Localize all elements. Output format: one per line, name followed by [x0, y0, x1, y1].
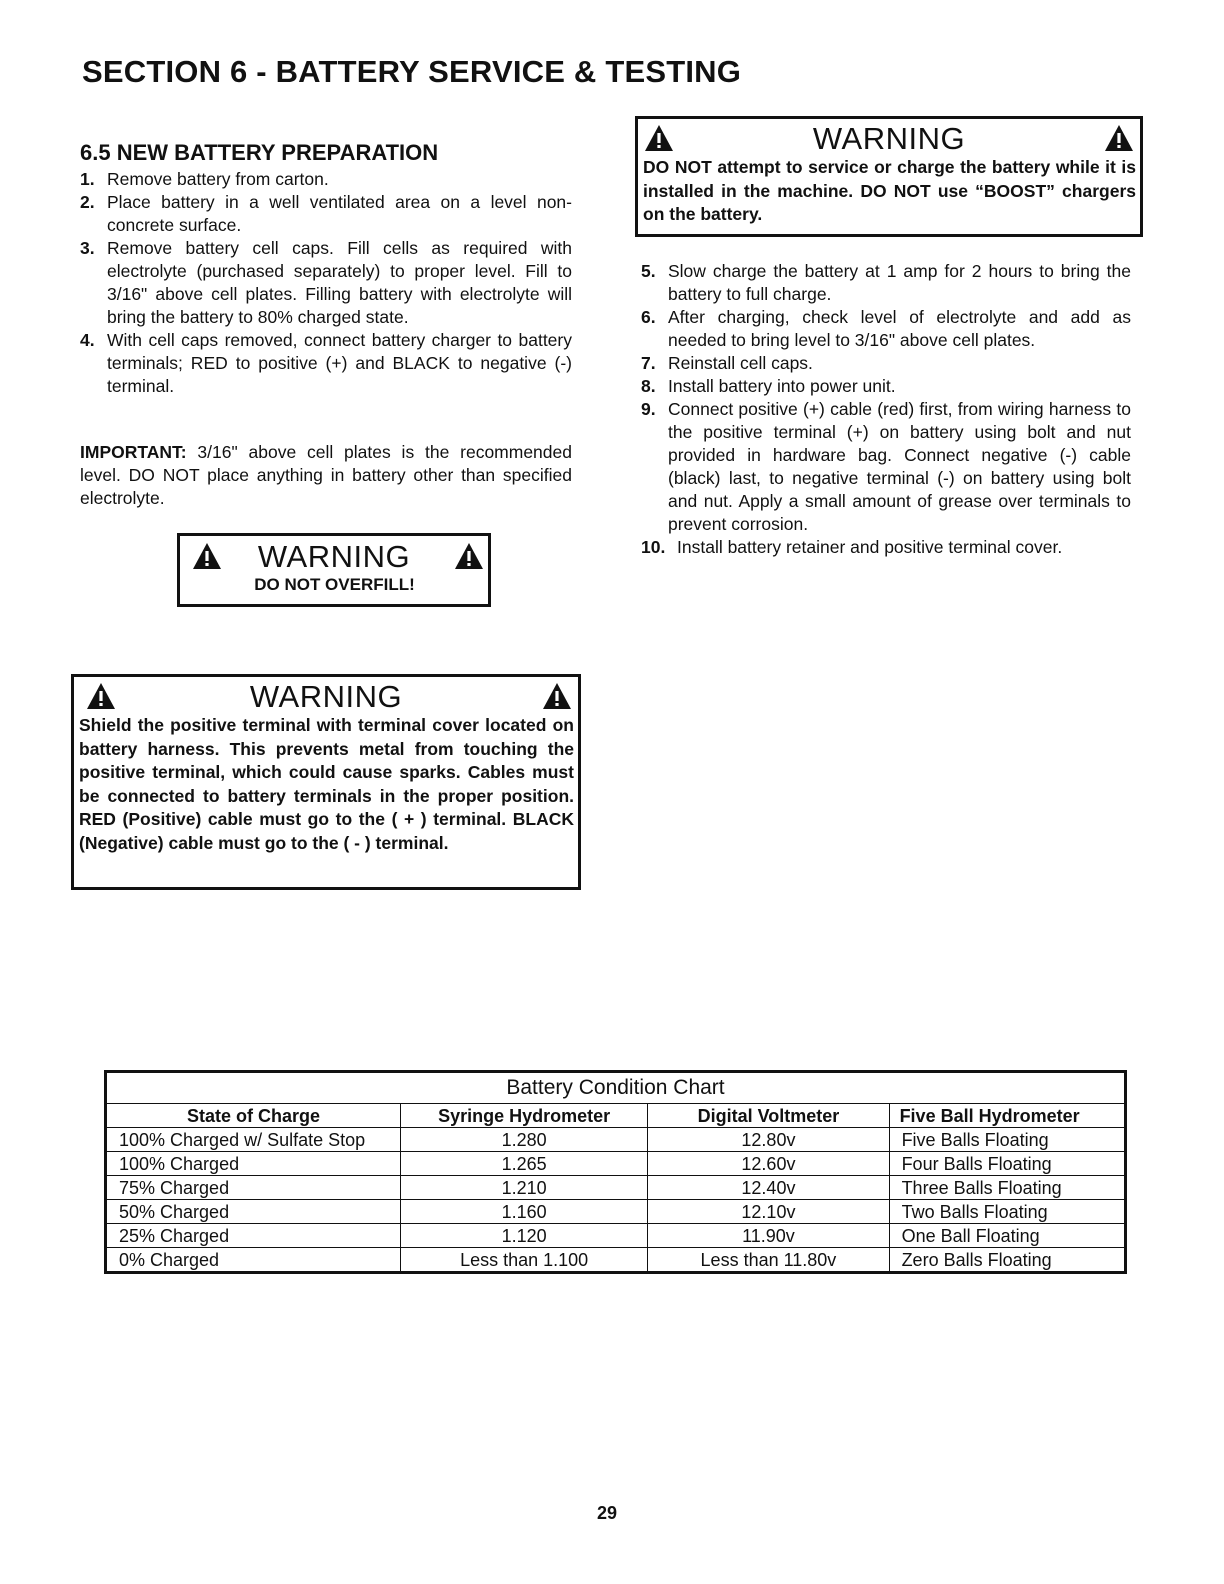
section-heading: 6.5 NEW BATTERY PREPARATION: [80, 140, 439, 165]
table-cell: Three Balls Floating: [889, 1176, 1125, 1200]
page-title: SECTION 6 - BATTERY SERVICE & TESTING: [82, 54, 742, 89]
step-number: 2.: [80, 192, 95, 212]
preparation-steps-right: [641, 260, 1131, 559]
list-item: [641, 536, 1131, 559]
table-cell: Four Balls Floating: [889, 1152, 1125, 1176]
page-number: 29: [596, 1503, 618, 1523]
list-item: [641, 306, 1131, 352]
warning-triangle-icon: [192, 542, 222, 570]
table-cell: Zero Balls Floating: [889, 1248, 1125, 1273]
step-number: 10.: [641, 537, 666, 557]
list-item: [80, 237, 572, 329]
warning-header: [74, 680, 578, 714]
step-text: Slow charge the battery at 1 amp for 2 hours to bring the battery to full charge.: [668, 261, 1131, 304]
table-cell: 1.265: [401, 1152, 648, 1176]
table-cell: 0% Charged: [106, 1248, 401, 1273]
warning-box-terminal: [71, 674, 581, 890]
important-note: [80, 441, 572, 510]
table-cell: 11.90v: [648, 1224, 889, 1248]
table-cell: 1.210: [401, 1176, 648, 1200]
table-row: [106, 1248, 1126, 1273]
warning-box-charge: [635, 116, 1143, 237]
step-text: With cell caps removed, connect battery charger to battery terminals; RED to positive (+) and BLACK to negative (-) terminal.: [107, 330, 572, 396]
list-item: [80, 191, 572, 237]
table-cell: 12.80v: [648, 1128, 889, 1152]
step-text: Place battery in a well ventilated area on a level non-concrete surface.: [107, 192, 572, 235]
table-cell: 25% Charged: [106, 1224, 401, 1248]
table-row: [106, 1176, 1126, 1200]
table-cell: One Ball Floating: [889, 1224, 1125, 1248]
step-text: Remove battery from carton.: [107, 169, 329, 189]
list-item: [641, 375, 1131, 398]
table-cell: 1.160: [401, 1200, 648, 1224]
column-header: Five Ball Hydrometer: [889, 1104, 1125, 1128]
table-cell: 75% Charged: [106, 1176, 401, 1200]
list-item: [641, 352, 1131, 375]
warning-text: Shield the positive terminal with terminal cover located on battery harness. This prevents metal from touching the positive terminal, which could cause sparks. Cables must be connected to battery terminals in the proper position. RED (Positive) cable must go to the ( + ) terminal. BLACK (Negative) cable must go to the ( - ) terminal.: [79, 715, 574, 853]
table-header-row: [106, 1104, 1126, 1128]
step-text: Install battery into power unit.: [668, 376, 896, 396]
preparation-steps-left: [80, 168, 572, 398]
warning-header: [180, 540, 488, 574]
table-cell: Less than 11.80v: [648, 1248, 889, 1273]
warning-triangle-icon: [542, 682, 572, 710]
table-cell: Less than 1.100: [401, 1248, 648, 1273]
list-item: [641, 398, 1131, 536]
table-cell: 50% Charged: [106, 1200, 401, 1224]
step-number: 3.: [80, 238, 95, 258]
table-row: [106, 1224, 1126, 1248]
table-cell: 12.10v: [648, 1200, 889, 1224]
step-number: 8.: [641, 376, 656, 396]
battery-condition-chart: [104, 1070, 1127, 1274]
step-text: Connect positive (+) cable (red) first, from wiring harness to the positive terminal (+) on battery using bolt and nut provided in hardware bag. Connect negative (-) cable (black) last, to negative terminal (-) on battery using bolt and nut. Apply a small amount of grease over terminals to prevent corrosion.: [668, 399, 1131, 534]
warning-triangle-icon: [86, 682, 116, 710]
warning-title: WARNING: [249, 679, 403, 714]
list-item: [80, 168, 572, 191]
warning-text: DO NOT attempt to service or charge the battery while it is installed in the machine. DO NOT use “BOOST” chargers on the battery.: [643, 157, 1136, 224]
list-item: [641, 260, 1131, 306]
important-text: 3/16" above cell plates is the recommended level. DO NOT place anything in battery other than specified electrolyte.: [80, 442, 572, 508]
step-number: 4.: [80, 330, 95, 350]
table-cell: 1.120: [401, 1224, 648, 1248]
column-header: Digital Voltmeter: [648, 1104, 889, 1128]
step-number: 1.: [80, 169, 95, 189]
warning-title: WARNING: [257, 539, 411, 574]
table-cell: Five Balls Floating: [889, 1128, 1125, 1152]
chart-caption: Battery Condition Chart: [106, 1072, 1126, 1104]
table-cell: 12.60v: [648, 1152, 889, 1176]
warning-triangle-icon: [644, 124, 674, 152]
step-number: 6.: [641, 307, 656, 327]
step-number: 5.: [641, 261, 656, 281]
column-header: State of Charge: [106, 1104, 401, 1128]
table-cell: Two Balls Floating: [889, 1200, 1125, 1224]
table-cell: 100% Charged: [106, 1152, 401, 1176]
step-text: After charging, check level of electrolyte and add as needed to bring level to 3/16" above cell plates.: [668, 307, 1131, 350]
table-cell: 12.40v: [648, 1176, 889, 1200]
step-text: Remove battery cell caps. Fill cells as required with electrolyte (purchased separately) to proper level. Fill to 3/16" above cell plates. Filling battery with electrolyte will bring the battery to 80% charged state.: [107, 238, 572, 327]
step-number: 9.: [641, 399, 656, 419]
table-row: [106, 1200, 1126, 1224]
warning-box-overfill: [177, 533, 491, 607]
warning-triangle-icon: [454, 542, 484, 570]
important-label: IMPORTANT:: [80, 442, 187, 462]
warning-text: DO NOT OVERFILL!: [254, 575, 415, 594]
step-text: Reinstall cell caps.: [668, 353, 813, 373]
column-header: Syringe Hydrometer: [401, 1104, 648, 1128]
step-number: 7.: [641, 353, 656, 373]
table-cell: 1.280: [401, 1128, 648, 1152]
step-text: Install battery retainer and positive terminal cover.: [677, 537, 1063, 557]
warning-header: [638, 122, 1140, 156]
table-row: [106, 1128, 1126, 1152]
list-item: [80, 329, 572, 398]
warning-title: WARNING: [812, 121, 966, 156]
table-cell: 100% Charged w/ Sulfate Stop: [106, 1128, 401, 1152]
table-row: [106, 1152, 1126, 1176]
warning-triangle-icon: [1104, 124, 1134, 152]
